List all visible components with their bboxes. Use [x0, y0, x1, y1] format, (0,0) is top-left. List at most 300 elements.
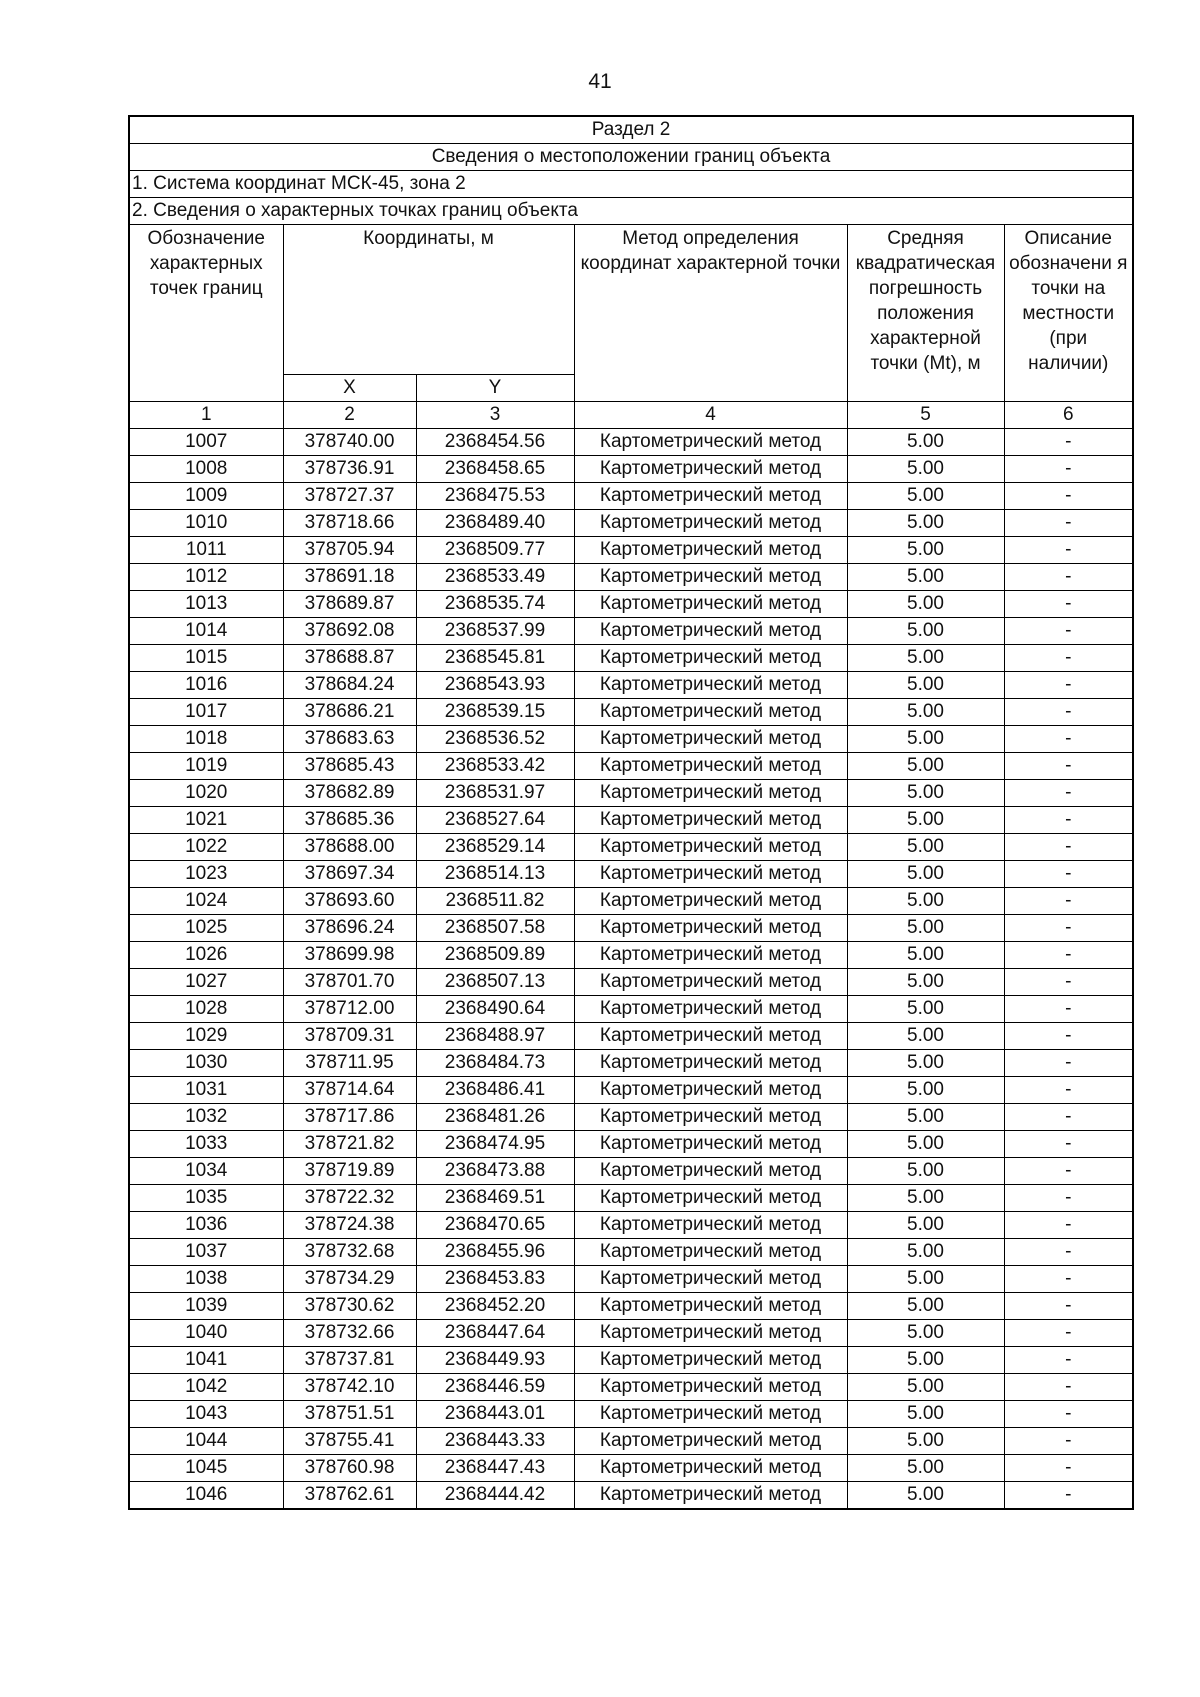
table-row [129, 1320, 1133, 1347]
table-row [129, 537, 1133, 564]
cell-description: - [1004, 537, 1133, 564]
cell-description: - [1004, 1266, 1133, 1293]
cell-mean-error: 5.00 [847, 726, 1004, 753]
table-row [129, 1347, 1133, 1374]
cell-description: - [1004, 1212, 1133, 1239]
cell-mean-error: 5.00 [847, 1266, 1004, 1293]
cell-point-id: 1045 [129, 1455, 283, 1482]
cell-method: Картометрический метод [574, 834, 847, 861]
cell-mean-error: 5.00 [847, 1374, 1004, 1401]
cell-description: - [1004, 672, 1133, 699]
cell-description: - [1004, 1185, 1133, 1212]
cell-coord-y: 2368543.93 [416, 672, 574, 699]
cell-description: - [1004, 429, 1133, 456]
cell-description: - [1004, 1023, 1133, 1050]
cell-description: - [1004, 915, 1133, 942]
cell-coord-y: 2368453.83 [416, 1266, 574, 1293]
table-row [129, 1158, 1133, 1185]
cell-coord-y: 2368473.88 [416, 1158, 574, 1185]
cell-method: Картометрический метод [574, 483, 847, 510]
cell-mean-error: 5.00 [847, 591, 1004, 618]
cell-coord-x: 378722.32 [283, 1185, 416, 1212]
cell-mean-error: 5.00 [847, 1023, 1004, 1050]
cell-coord-x: 378718.66 [283, 510, 416, 537]
cell-description: - [1004, 753, 1133, 780]
cell-mean-error: 5.00 [847, 1104, 1004, 1131]
cell-point-id: 1038 [129, 1266, 283, 1293]
cell-description: - [1004, 1482, 1133, 1510]
table-row [129, 1023, 1133, 1050]
table-row [129, 780, 1133, 807]
cell-method: Картометрический метод [574, 726, 847, 753]
table-row [129, 888, 1133, 915]
cell-point-id: 1007 [129, 429, 283, 456]
cell-method: Картометрический метод [574, 1347, 847, 1374]
cell-point-id: 1022 [129, 834, 283, 861]
cell-coord-x: 378736.91 [283, 456, 416, 483]
cell-coord-y: 2368509.77 [416, 537, 574, 564]
table-row [129, 1185, 1133, 1212]
header-y: Y [416, 375, 574, 402]
cell-mean-error: 5.00 [847, 1428, 1004, 1455]
column-number-row [129, 402, 1133, 429]
cell-method: Картометрический метод [574, 1320, 847, 1347]
header-x: X [283, 375, 416, 402]
table-row [129, 1212, 1133, 1239]
cell-method: Картометрический метод [574, 915, 847, 942]
cell-description: - [1004, 1347, 1133, 1374]
table-row [129, 1374, 1133, 1401]
cell-coord-y: 2368458.65 [416, 456, 574, 483]
cell-coord-y: 2368535.74 [416, 591, 574, 618]
cell-mean-error: 5.00 [847, 969, 1004, 996]
cell-method: Картометрический метод [574, 1077, 847, 1104]
cell-coord-x: 378693.60 [283, 888, 416, 915]
cell-mean-error: 5.00 [847, 753, 1004, 780]
cell-coord-x: 378721.82 [283, 1131, 416, 1158]
cell-coord-y: 2368447.43 [416, 1455, 574, 1482]
cell-description: - [1004, 1428, 1133, 1455]
cell-point-id: 1016 [129, 672, 283, 699]
cell-point-id: 1017 [129, 699, 283, 726]
cell-coord-y: 2368488.97 [416, 1023, 574, 1050]
cell-coord-x: 378696.24 [283, 915, 416, 942]
cell-coord-y: 2368490.64 [416, 996, 574, 1023]
table-row [129, 1266, 1133, 1293]
cell-coord-x: 378697.34 [283, 861, 416, 888]
cell-coord-x: 378686.21 [283, 699, 416, 726]
cell-description: - [1004, 1131, 1133, 1158]
table-row [129, 1482, 1133, 1510]
cell-method: Картометрический метод [574, 1131, 847, 1158]
cell-mean-error: 5.00 [847, 1185, 1004, 1212]
cell-coord-y: 2368470.65 [416, 1212, 574, 1239]
cell-method: Картометрический метод [574, 1482, 847, 1510]
cell-method: Картометрический метод [574, 861, 847, 888]
table-row [129, 1104, 1133, 1131]
cell-coord-y: 2368484.73 [416, 1050, 574, 1077]
cell-point-id: 1035 [129, 1185, 283, 1212]
cell-coord-y: 2368443.33 [416, 1428, 574, 1455]
cell-method: Картометрический метод [574, 888, 847, 915]
cell-coord-x: 378714.64 [283, 1077, 416, 1104]
section-title-row [129, 116, 1133, 144]
table-row [129, 564, 1133, 591]
header-description: Описание обозначени я точки на местности (при наличии) [1004, 225, 1133, 402]
cell-coord-x: 378719.89 [283, 1158, 416, 1185]
cell-mean-error: 5.00 [847, 834, 1004, 861]
cell-point-id: 1023 [129, 861, 283, 888]
cell-point-id: 1036 [129, 1212, 283, 1239]
cell-coord-x: 378682.89 [283, 780, 416, 807]
cell-method: Картометрический метод [574, 780, 847, 807]
cell-point-id: 1015 [129, 645, 283, 672]
cell-mean-error: 5.00 [847, 456, 1004, 483]
cell-description: - [1004, 510, 1133, 537]
cell-coord-y: 2368539.15 [416, 699, 574, 726]
cell-description: - [1004, 564, 1133, 591]
cell-method: Картометрический метод [574, 510, 847, 537]
cell-coord-y: 2368489.40 [416, 510, 574, 537]
cell-point-id: 1032 [129, 1104, 283, 1131]
cell-coord-x: 378727.37 [283, 483, 416, 510]
cell-point-id: 1009 [129, 483, 283, 510]
cell-coord-x: 378701.70 [283, 969, 416, 996]
cell-coord-x: 378705.94 [283, 537, 416, 564]
table-row [129, 753, 1133, 780]
cell-mean-error: 5.00 [847, 1455, 1004, 1482]
cell-mean-error: 5.00 [847, 483, 1004, 510]
cell-mean-error: 5.00 [847, 1320, 1004, 1347]
points-heading-row [129, 198, 1133, 225]
cell-point-id: 1013 [129, 591, 283, 618]
table-row [129, 1428, 1133, 1455]
cell-point-id: 1010 [129, 510, 283, 537]
cell-mean-error: 5.00 [847, 996, 1004, 1023]
cell-point-id: 1019 [129, 753, 283, 780]
cell-mean-error: 5.00 [847, 1482, 1004, 1510]
cell-point-id: 1046 [129, 1482, 283, 1510]
cell-description: - [1004, 1374, 1133, 1401]
section-title: Раздел 2 [129, 116, 1133, 144]
cell-method: Картометрический метод [574, 591, 847, 618]
cell-method: Картометрический метод [574, 456, 847, 483]
cell-mean-error: 5.00 [847, 645, 1004, 672]
cell-coord-x: 378732.66 [283, 1320, 416, 1347]
cell-coord-y: 2368444.42 [416, 1482, 574, 1510]
table-row [129, 1131, 1133, 1158]
header-error: Средняя квадратическая погрешность положения характерной точки (Mt), м [847, 225, 1004, 402]
table-row [129, 618, 1133, 645]
cell-description: - [1004, 726, 1133, 753]
cell-coord-y: 2368527.64 [416, 807, 574, 834]
header-designation: Обозначение характерных точек границ [129, 225, 283, 402]
cell-description: - [1004, 1320, 1133, 1347]
cell-description: - [1004, 1293, 1133, 1320]
table-body [129, 116, 1133, 1509]
cell-mean-error: 5.00 [847, 780, 1004, 807]
cell-point-id: 1027 [129, 969, 283, 996]
cell-description: - [1004, 1239, 1133, 1266]
cell-coord-x: 378709.31 [283, 1023, 416, 1050]
cell-coord-y: 2368481.26 [416, 1104, 574, 1131]
cell-description: - [1004, 807, 1133, 834]
table-row [129, 1239, 1133, 1266]
coord-system: 1. Система координат МСК-45, зона 2 [129, 171, 1133, 198]
column-number: 6 [1004, 402, 1133, 429]
cell-coord-y: 2368511.82 [416, 888, 574, 915]
cell-coord-x: 378762.61 [283, 1482, 416, 1510]
cell-point-id: 1040 [129, 1320, 283, 1347]
table-row [129, 834, 1133, 861]
cell-mean-error: 5.00 [847, 429, 1004, 456]
cell-coord-x: 378742.10 [283, 1374, 416, 1401]
cell-point-id: 1037 [129, 1239, 283, 1266]
table-row [129, 591, 1133, 618]
cell-mean-error: 5.00 [847, 564, 1004, 591]
cell-point-id: 1028 [129, 996, 283, 1023]
table-row [129, 645, 1133, 672]
cell-point-id: 1021 [129, 807, 283, 834]
cell-point-id: 1030 [129, 1050, 283, 1077]
cell-mean-error: 5.00 [847, 1050, 1004, 1077]
cell-coord-x: 378683.63 [283, 726, 416, 753]
cell-coord-x: 378717.86 [283, 1104, 416, 1131]
cell-point-id: 1043 [129, 1401, 283, 1428]
cell-method: Картометрический метод [574, 1293, 847, 1320]
table-row [129, 1401, 1133, 1428]
cell-method: Картометрический метод [574, 942, 847, 969]
cell-method: Картометрический метод [574, 1050, 847, 1077]
cell-description: - [1004, 1050, 1133, 1077]
cell-coord-x: 378724.38 [283, 1212, 416, 1239]
cell-description: - [1004, 1104, 1133, 1131]
cell-coord-x: 378685.36 [283, 807, 416, 834]
cell-coord-y: 2368536.52 [416, 726, 574, 753]
cell-method: Картометрический метод [574, 1239, 847, 1266]
table-row [129, 1455, 1133, 1482]
cell-coord-y: 2368469.51 [416, 1185, 574, 1212]
cell-coord-x: 378740.00 [283, 429, 416, 456]
cell-mean-error: 5.00 [847, 537, 1004, 564]
cell-coord-x: 378699.98 [283, 942, 416, 969]
cell-mean-error: 5.00 [847, 861, 1004, 888]
cell-description: - [1004, 1158, 1133, 1185]
table-row [129, 672, 1133, 699]
table-row [129, 510, 1133, 537]
cell-coord-x: 378734.29 [283, 1266, 416, 1293]
cell-method: Картометрический метод [574, 537, 847, 564]
cell-description: - [1004, 780, 1133, 807]
cell-coord-y: 2368454.56 [416, 429, 574, 456]
cell-mean-error: 5.00 [847, 888, 1004, 915]
cell-point-id: 1018 [129, 726, 283, 753]
coord-system-row [129, 171, 1133, 198]
cell-description: - [1004, 996, 1133, 1023]
column-number: 2 [283, 402, 416, 429]
cell-coord-y: 2368507.13 [416, 969, 574, 996]
table-row [129, 726, 1133, 753]
table-row [129, 807, 1133, 834]
cell-mean-error: 5.00 [847, 510, 1004, 537]
cell-coord-y: 2368533.42 [416, 753, 574, 780]
cell-point-id: 1026 [129, 942, 283, 969]
cell-method: Картометрический метод [574, 672, 847, 699]
column-number: 1 [129, 402, 283, 429]
cell-method: Картометрический метод [574, 969, 847, 996]
cell-method: Картометрический метод [574, 699, 847, 726]
cell-description: - [1004, 483, 1133, 510]
cell-coord-x: 378732.68 [283, 1239, 416, 1266]
cell-description: - [1004, 942, 1133, 969]
cell-point-id: 1044 [129, 1428, 283, 1455]
cell-method: Картометрический метод [574, 1104, 847, 1131]
table-row [129, 429, 1133, 456]
column-number: 4 [574, 402, 847, 429]
column-number: 5 [847, 402, 1004, 429]
cell-coord-y: 2368529.14 [416, 834, 574, 861]
cell-description: - [1004, 699, 1133, 726]
cell-coord-y: 2368446.59 [416, 1374, 574, 1401]
cell-coord-y: 2368507.58 [416, 915, 574, 942]
cell-coord-y: 2368455.96 [416, 1239, 574, 1266]
cell-mean-error: 5.00 [847, 1293, 1004, 1320]
cell-method: Картометрический метод [574, 1185, 847, 1212]
cell-coord-x: 378751.51 [283, 1401, 416, 1428]
cell-description: - [1004, 861, 1133, 888]
cell-method: Картометрический метод [574, 1023, 847, 1050]
section-subtitle-row [129, 144, 1133, 171]
cell-description: - [1004, 969, 1133, 996]
cell-point-id: 1011 [129, 537, 283, 564]
cell-method: Картометрический метод [574, 996, 847, 1023]
table-row [129, 699, 1133, 726]
header-method: Метод определения координат характерной точки [574, 225, 847, 402]
cell-mean-error: 5.00 [847, 1131, 1004, 1158]
cell-method: Картометрический метод [574, 1212, 847, 1239]
table-row [129, 1050, 1133, 1077]
cell-coord-x: 378737.81 [283, 1347, 416, 1374]
cell-coord-y: 2368475.53 [416, 483, 574, 510]
cell-mean-error: 5.00 [847, 915, 1004, 942]
table-row [129, 942, 1133, 969]
table-row [129, 1293, 1133, 1320]
cell-mean-error: 5.00 [847, 618, 1004, 645]
cell-point-id: 1042 [129, 1374, 283, 1401]
cell-coord-x: 378755.41 [283, 1428, 416, 1455]
cell-method: Картометрический метод [574, 1428, 847, 1455]
cell-description: - [1004, 591, 1133, 618]
header-coordinates: Координаты, м [283, 225, 574, 375]
table-row [129, 1077, 1133, 1104]
cell-point-id: 1039 [129, 1293, 283, 1320]
page-number: 41 [588, 70, 612, 93]
cell-mean-error: 5.00 [847, 1401, 1004, 1428]
column-header-row [129, 225, 1133, 375]
cell-point-id: 1029 [129, 1023, 283, 1050]
cell-coord-x: 378760.98 [283, 1455, 416, 1482]
cell-coord-x: 378711.95 [283, 1050, 416, 1077]
cell-coord-y: 2368447.64 [416, 1320, 574, 1347]
cell-coord-y: 2368531.97 [416, 780, 574, 807]
cell-method: Картометрический метод [574, 618, 847, 645]
table-row [129, 915, 1133, 942]
cell-coord-x: 378712.00 [283, 996, 416, 1023]
cell-mean-error: 5.00 [847, 1347, 1004, 1374]
cell-coord-y: 2368533.49 [416, 564, 574, 591]
cell-mean-error: 5.00 [847, 1158, 1004, 1185]
cell-mean-error: 5.00 [847, 942, 1004, 969]
cell-method: Картометрический метод [574, 564, 847, 591]
cell-mean-error: 5.00 [847, 1212, 1004, 1239]
cell-point-id: 1033 [129, 1131, 283, 1158]
cell-method: Картометрический метод [574, 1374, 847, 1401]
cell-coord-y: 2368443.01 [416, 1401, 574, 1428]
cell-coord-x: 378688.00 [283, 834, 416, 861]
table-row [129, 456, 1133, 483]
cell-method: Картометрический метод [574, 645, 847, 672]
cell-coord-x: 378684.24 [283, 672, 416, 699]
cell-coord-y: 2368474.95 [416, 1131, 574, 1158]
cell-method: Картометрический метод [574, 807, 847, 834]
cell-coord-y: 2368486.41 [416, 1077, 574, 1104]
cell-description: - [1004, 834, 1133, 861]
cell-coord-x: 378688.87 [283, 645, 416, 672]
section-subtitle: Сведения о местоположении границ объекта [129, 144, 1133, 171]
cell-description: - [1004, 456, 1133, 483]
cell-point-id: 1025 [129, 915, 283, 942]
boundary-points-table [128, 115, 1134, 1510]
cell-point-id: 1008 [129, 456, 283, 483]
cell-coord-y: 2368545.81 [416, 645, 574, 672]
cell-description: - [1004, 1455, 1133, 1482]
cell-point-id: 1031 [129, 1077, 283, 1104]
cell-mean-error: 5.00 [847, 672, 1004, 699]
column-number: 3 [416, 402, 574, 429]
cell-coord-x: 378685.43 [283, 753, 416, 780]
cell-mean-error: 5.00 [847, 807, 1004, 834]
cell-method: Картометрический метод [574, 429, 847, 456]
cell-coord-y: 2368509.89 [416, 942, 574, 969]
cell-point-id: 1024 [129, 888, 283, 915]
cell-method: Картометрический метод [574, 1158, 847, 1185]
cell-method: Картометрический метод [574, 1455, 847, 1482]
table-row [129, 483, 1133, 510]
cell-description: - [1004, 618, 1133, 645]
points-heading: 2. Сведения о характерных точках границ объекта [129, 198, 1133, 225]
cell-method: Картометрический метод [574, 1266, 847, 1293]
cell-mean-error: 5.00 [847, 699, 1004, 726]
cell-method: Картометрический метод [574, 1401, 847, 1428]
table-row [129, 861, 1133, 888]
cell-coord-y: 2368537.99 [416, 618, 574, 645]
cell-mean-error: 5.00 [847, 1077, 1004, 1104]
cell-coord-x: 378691.18 [283, 564, 416, 591]
cell-point-id: 1014 [129, 618, 283, 645]
cell-coord-x: 378692.08 [283, 618, 416, 645]
cell-description: - [1004, 1401, 1133, 1428]
cell-coord-x: 378689.87 [283, 591, 416, 618]
cell-point-id: 1020 [129, 780, 283, 807]
cell-description: - [1004, 645, 1133, 672]
cell-coord-y: 2368449.93 [416, 1347, 574, 1374]
cell-description: - [1004, 1077, 1133, 1104]
cell-point-id: 1041 [129, 1347, 283, 1374]
cell-method: Картометрический метод [574, 753, 847, 780]
cell-point-id: 1012 [129, 564, 283, 591]
table-row [129, 996, 1133, 1023]
cell-coord-y: 2368452.20 [416, 1293, 574, 1320]
